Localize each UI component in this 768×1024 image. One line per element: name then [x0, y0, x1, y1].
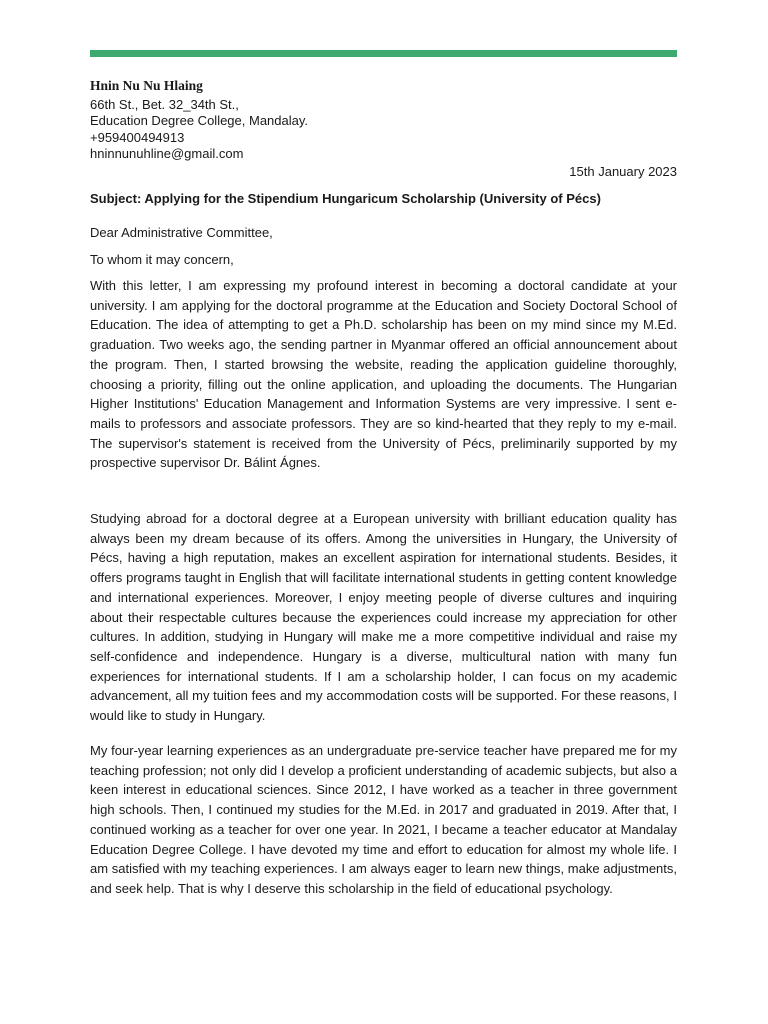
sender-address-line-2: Education Degree College, Mandalay. — [90, 113, 309, 129]
salutation: Dear Administrative Committee, — [90, 225, 273, 240]
sender-name: Hnin Nu Nu Hlaing — [90, 78, 203, 93]
letter-date: 15th January 2023 — [569, 164, 677, 179]
greeting: To whom it may concern, — [90, 252, 234, 267]
body-paragraph-1: With this letter, I am expressing my profound interest in becoming a doctoral candidate at your university. I am applying for the doctoral programme at the Education and Society Doctoral School of Education. The idea of attempting to get a Ph.D. scholarship has been on my mind since my M.Ed. graduation. Two weeks ago, the sending partner in Myanmar offered an official announcement about the program. Then, I started browsing the website, reading the application guideline thoroughly, choosing a priority, filling out the online application, and uploading the documents. The Hungarian Higher Institutions' Education Management and Information Systems are very impressive. I sent e-mails to professors and associate professors. They are so kind-hearted that they reply to my e-mail. The supervisor's statement is received from the University of Pécs, preliminarily supported by my prospective supervisor Dr. Bálint Ágnes. — [90, 278, 677, 471]
sender-block — [90, 78, 677, 162]
body-paragraph-2: Studying abroad for a doctoral degree at a European university with brilliant education quality has always been my dream because of its offers. Among the universities in Hungary, the University of Pécs, having a high reputation, makes an excellent aspiration for international students. Besides, it offers programs taught in English that will facilitate international students in getting content knowledge and international experiences. Moreover, I enjoy meeting people of diverse cultures and inquiring about their respectable cultures because the experiences could increase my appreciation for other cultures. In addition, studying in Hungary will make me a more competitive individual and raise my self-confidence and independence. Hungary is a diverse, multicultural nation with many fun experiences for international students. If I am a scholarship holder, I can focus on my academic advancement, all my tuition fees and my accommodation costs will be supported. For these reasons, I would like to study in Hungary. — [90, 511, 677, 724]
body-paragraph-3: My four-year learning experiences as an undergraduate pre-service teacher have prepared me for my teaching profession; not only did I develop a proficient understanding of academic subjects, but also a keen interest in educational sciences. Since 2012, I have worked as a teacher in three government high schools. Then, I continued my studies for the M.Ed. in 2017 and graduated in 2019. After that, I continued working as a teacher for over one year. In 2021, I became a teacher educator at Mandalay Education Degree College. I have devoted my time and effort to education for almost my whole life. I am satisfied with my teaching experiences. I am always eager to learn new things, make adjustments, and seek help. That is why I deserve this scholarship in the field of educational psychology. — [90, 743, 677, 896]
sender-email: hninnunuhline@gmail.com — [90, 145, 244, 161]
header-accent-bar — [90, 50, 677, 57]
sender-address-line-1: 66th St., Bet. 32_34th St., — [90, 97, 239, 113]
sender-phone: +959400494913 — [90, 129, 185, 145]
letter-subject: Subject: Applying for the Stipendium Hungaricum Scholarship (University of Pécs) — [90, 191, 601, 206]
